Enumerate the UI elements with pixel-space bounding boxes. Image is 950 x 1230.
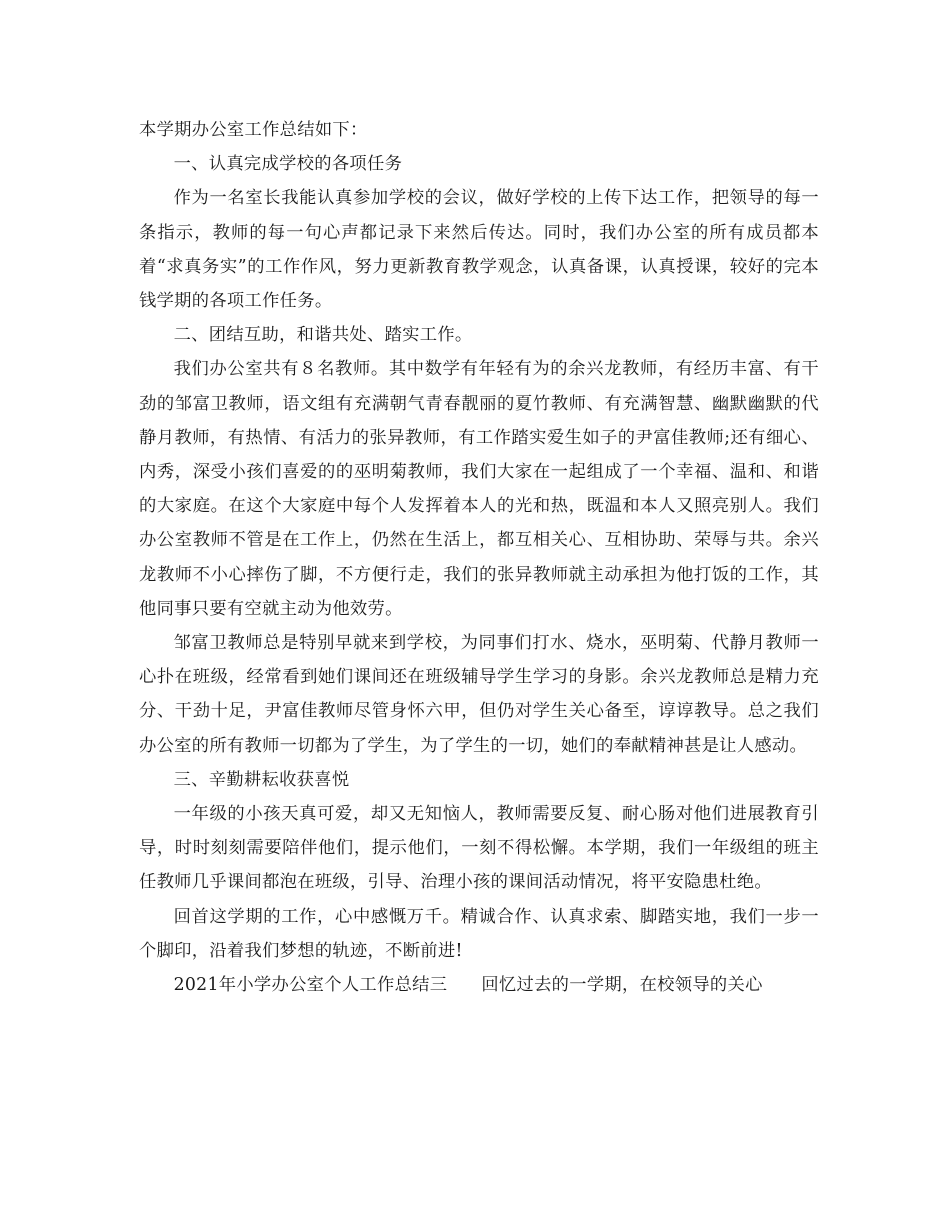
paragraph-2: 我们办公室共有８名教师。其中数学有年轻有为的余兴龙教师，有经历丰富、有干劲的邹富卫教师，语文组有充满朝气青春靓丽的夏竹教师、有充满智慧、幽默幽默的代静月教师，有热情、有活力的张异教师，有工作踏实爱生如子的尹富佳教师;还有细心、内秀，深受小孩们喜爱的的巫明菊教师，我们大家在一起组成了一个幸福、温和、和谐的大家庭。在这个大家庭中每个人发挥着本人的光和热，既温和本人又照亮别人。我们办公室教师不管是在工作上，仍然在生活上，都互相关心、互相协助、荣辱与共。余兴龙教师不小心摔伤了脚，不方便行走，我们的张异教师就主动承担为他打饭的工作，其他同事只要有空就主动为他效劳。 <box>139 359 819 619</box>
intro-line: 本学期办公室工作总结如下： <box>139 120 368 140</box>
paragraph-3: 邹富卫教师总是特别早就来到学校，为同事们打水、烧水，巫明菊、代静月教师一心扑在班级，经常看到她们课间还在班级辅导学生学习的身影。余兴龙教师总是精力充分、干劲十足，尹富佳教师尽管身怀六甲，但仍对学生关心备至，谆谆教导。总之我们办公室的所有教师一切都为了学生，为了学生的一切，她们的奉献精神甚是让人感动。 <box>139 633 819 756</box>
paragraph-4: 一年级的小孩天真可爱，却又无知恼人，教师需要反复、耐心肠对他们进展教育引导，时时刻刻需要陪伴他们，提示他们，一刻不得松懈。本学期，我们一年级组的班主任教师几乎课间都泡在班级，引导、治理小孩的课间活动情况，将平安隐患杜绝。 <box>139 804 819 893</box>
last-line <box>139 968 819 1002</box>
paragraph-5: 回首这学期的工作，心中感慨万千。精诚合作、认真求索、脚踏实地，我们一步一个脚印，沿着我们梦想的轨迹，不断前进! <box>139 906 819 961</box>
last-line-title: 2021年小学办公室个人工作总结三 <box>173 975 448 996</box>
paragraph-1: 作为一名室长我能认真参加学校的会议，做好学校的上传下达工作，把领导的每一条指示，教师的每一句心声都记录下来然后传达。同时，我们办公室的所有成员都本着“求真务实”的工作作风，努力更新教育教学观念，认真备课，认真授课，较好的完本钱学期的各项工作任务。 <box>139 188 819 312</box>
section-heading-3: 三、辛勤耕耘收获喜悦 <box>173 769 350 790</box>
section-heading-2: 二、团结互助，和谐共处、踏实工作。 <box>173 325 473 346</box>
last-line-continuation: 回忆过去的一学期，在校领导的关心 <box>481 975 763 996</box>
document-body <box>139 113 819 1002</box>
section-heading-1: 一、认真完成学校的各项任务 <box>173 154 403 175</box>
